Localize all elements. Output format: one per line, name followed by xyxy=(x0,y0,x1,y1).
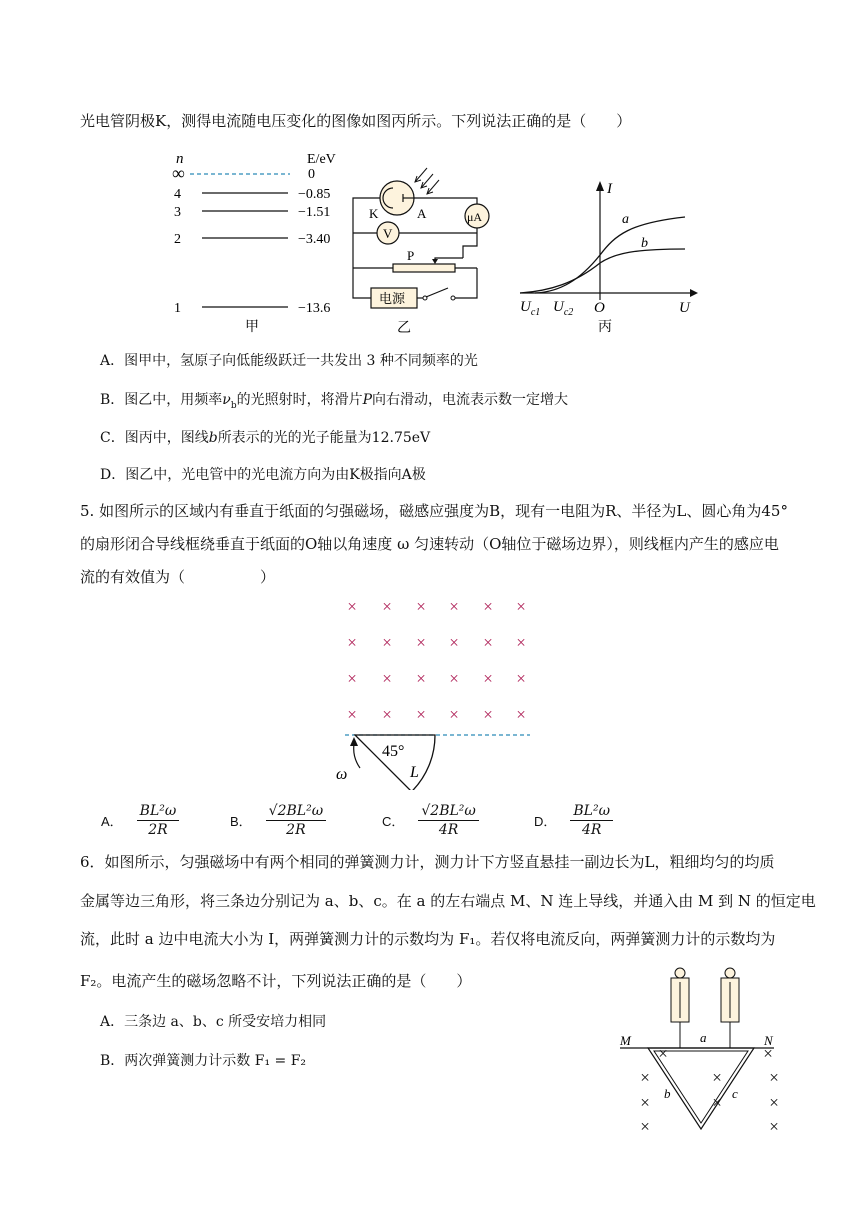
q5-line-3: 流的有效值为（ ） xyxy=(80,568,276,586)
n-label: n xyxy=(176,151,184,167)
uc1-label: $U_{c1}$ xyxy=(520,299,541,318)
curve-a-label: a xyxy=(622,212,629,227)
field-cross-mark: × xyxy=(449,669,459,688)
ammeter-label: μA xyxy=(467,210,483,224)
field-cross-mark: × xyxy=(483,669,493,688)
q4-stem-tail: 光电管阴极K，测得电流随电压变化的图像如图丙所示。下列说法正确的是（ ） xyxy=(80,112,632,130)
level-n-1: 1 xyxy=(174,301,181,316)
origin-label: O xyxy=(594,300,605,316)
field-cross-mark: × xyxy=(516,669,526,688)
level-e-3: −1.51 xyxy=(298,205,331,220)
field-cross-mark: × xyxy=(640,1117,650,1136)
field-cross-mark: × xyxy=(516,705,526,724)
field-cross-mark: × xyxy=(658,1044,668,1063)
field-cross-mark: × xyxy=(449,633,459,652)
sector-radius-label: L xyxy=(410,764,419,781)
field-cross-mark: × xyxy=(712,1093,722,1112)
caption-yi: 乙 xyxy=(397,321,411,336)
level-n-inf: ∞ xyxy=(172,163,185,183)
side-a-label: a xyxy=(700,1030,707,1045)
curve-b xyxy=(520,249,685,293)
field-cross-mark: × xyxy=(449,705,459,724)
point-m-label: M xyxy=(620,1033,631,1048)
caption-bing: 丙 xyxy=(598,320,612,335)
magnetic-field-crosses xyxy=(347,597,526,724)
curve-b-label: b xyxy=(641,236,648,251)
sector-angle-label: 45° xyxy=(382,743,405,760)
field-cross-mark: × xyxy=(516,633,526,652)
switch-icon xyxy=(426,288,448,297)
q4-option-b[interactable]: B．图乙中，用频率$\nu_b$的光照射时，将滑片P向右滑动，电流表示数一定增大 xyxy=(100,392,568,411)
field-cross-mark: × xyxy=(347,669,357,688)
omega-label: ω xyxy=(336,766,348,783)
level-e-inf: 0 xyxy=(308,167,315,182)
sector-magnetic-field-diagram xyxy=(330,590,540,790)
field-cross-mark: × xyxy=(416,669,426,688)
q5-option-a[interactable]: A． $\frac{\text{BL²ω}}{2R}$ xyxy=(101,803,179,838)
side-b-label: b xyxy=(664,1086,671,1101)
field-cross-mark: × xyxy=(416,597,426,616)
q4-option-c[interactable]: C．图丙中，图线b所表示的光的光子能量为12.75eV xyxy=(100,430,431,446)
q6-line-3: 流，此时 a 边中电流大小为 I，两弹簧测力计的示数均为 F₁。若仅将电流反向，两弹簧测力计的示数均为 xyxy=(80,930,776,948)
field-cross-mark: × xyxy=(483,597,493,616)
q5-option-b[interactable]: B． $\frac{\text{√2BL²ω}}{2R}$ xyxy=(230,803,326,838)
field-cross-mark: × xyxy=(382,633,392,652)
level-e-1: −13.6 xyxy=(298,301,331,316)
field-cross-mark: × xyxy=(516,597,526,616)
q6-line-4: F₂。电流产生的磁场忽略不计，下列说法正确的是（ ） xyxy=(80,972,472,990)
q6-option-b[interactable]: B．两次弹簧测力计示数 F₁ = F₂ xyxy=(100,1053,307,1069)
q5-option-c[interactable]: C． $\frac{\text{√2BL²ω}}{4R}$ xyxy=(382,803,479,838)
electrode-a: A xyxy=(417,206,427,221)
field-cross-mark: × xyxy=(382,669,392,688)
field-cross-mark: × xyxy=(347,705,357,724)
energy-level-diagram xyxy=(160,145,350,340)
e-label: E/eV xyxy=(307,152,336,167)
level-e-2: −3.40 xyxy=(298,232,331,247)
level-n-4: 4 xyxy=(174,187,181,202)
field-cross-mark: × xyxy=(763,1044,773,1063)
spring-scale-right-icon xyxy=(721,968,739,1033)
i-label: I xyxy=(607,181,612,197)
field-cross-mark: × xyxy=(347,633,357,652)
level-n-3: 3 xyxy=(174,205,181,220)
q5-line-2: 的扇形闭合导线框绕垂直于纸面的O轴以角速度 ω 匀速转动（O轴位于磁场边界），则线框内产生的感应电 xyxy=(80,535,779,553)
field-cross-mark: × xyxy=(416,633,426,652)
field-cross-mark: × xyxy=(382,705,392,724)
voltmeter-label: V xyxy=(383,226,393,241)
field-cross-mark: × xyxy=(449,597,459,616)
rotation-arrow-icon xyxy=(354,744,360,768)
field-cross-mark: × xyxy=(769,1117,779,1136)
point-n-label: N xyxy=(764,1033,773,1048)
light-ray-icon xyxy=(415,168,439,194)
level-n-2: 2 xyxy=(174,232,181,247)
field-cross-mark: × xyxy=(416,705,426,724)
level-e-4: −0.85 xyxy=(298,187,331,202)
field-cross-mark: × xyxy=(483,633,493,652)
caption-jia: 甲 xyxy=(245,320,259,335)
uc2-label: $U_{c2}$ xyxy=(553,299,574,318)
field-cross-mark: × xyxy=(382,597,392,616)
slider-label: P xyxy=(407,248,415,263)
field-cross-mark: × xyxy=(347,597,357,616)
triangle-spring-scale-diagram xyxy=(612,965,782,1140)
field-cross-mark: × xyxy=(483,705,493,724)
magnetic-field-crosses xyxy=(640,1044,779,1136)
side-c-label: c xyxy=(732,1086,738,1101)
q5-line-1: 5. 如图所示的区域内有垂直于纸面的匀强磁场，磁感应强度为B，现有一电阻为R、半径为L、圆心角为45° xyxy=(80,502,788,520)
field-cross-mark: × xyxy=(769,1093,779,1112)
field-cross-mark: × xyxy=(712,1068,722,1087)
q6-line-1: 6．如图所示，匀强磁场中有两个相同的弹簧测力计，测力计下方竖直悬挂一副边长为L，粗细均匀的均质 xyxy=(80,853,775,871)
source-label: 电源 xyxy=(379,291,406,306)
q4-option-d[interactable]: D．图乙中，光电管中的光电流方向为由K极指向A极 xyxy=(100,467,426,483)
iu-curve-graph xyxy=(515,175,700,337)
field-cross-mark: × xyxy=(769,1068,779,1087)
q6-option-a[interactable]: A．三条边 a、b、c 所受安培力相同 xyxy=(100,1014,327,1030)
field-cross-mark: × xyxy=(640,1068,650,1087)
electrode-k: K xyxy=(369,206,379,221)
rheostat-icon xyxy=(393,264,455,272)
field-cross-mark: × xyxy=(640,1093,650,1112)
u-label: U xyxy=(679,300,690,316)
spring-scale-left-icon xyxy=(671,968,689,1033)
curve-a xyxy=(535,217,685,293)
q6-line-2: 金属等边三角形，将三条边分别记为 a、b、c。在 a 的左右端点 M、N 连上导线，并通入由 M 到 N 的恒定电 xyxy=(80,892,816,910)
q4-option-a[interactable]: A．图甲中，氢原子向低能级跃迁一共发出 3 种不同频率的光 xyxy=(100,353,478,369)
photoelectric-circuit-diagram xyxy=(345,158,505,338)
q5-option-d[interactable]: D． $\frac{\text{BL²ω}}{4R}$ xyxy=(534,803,613,838)
